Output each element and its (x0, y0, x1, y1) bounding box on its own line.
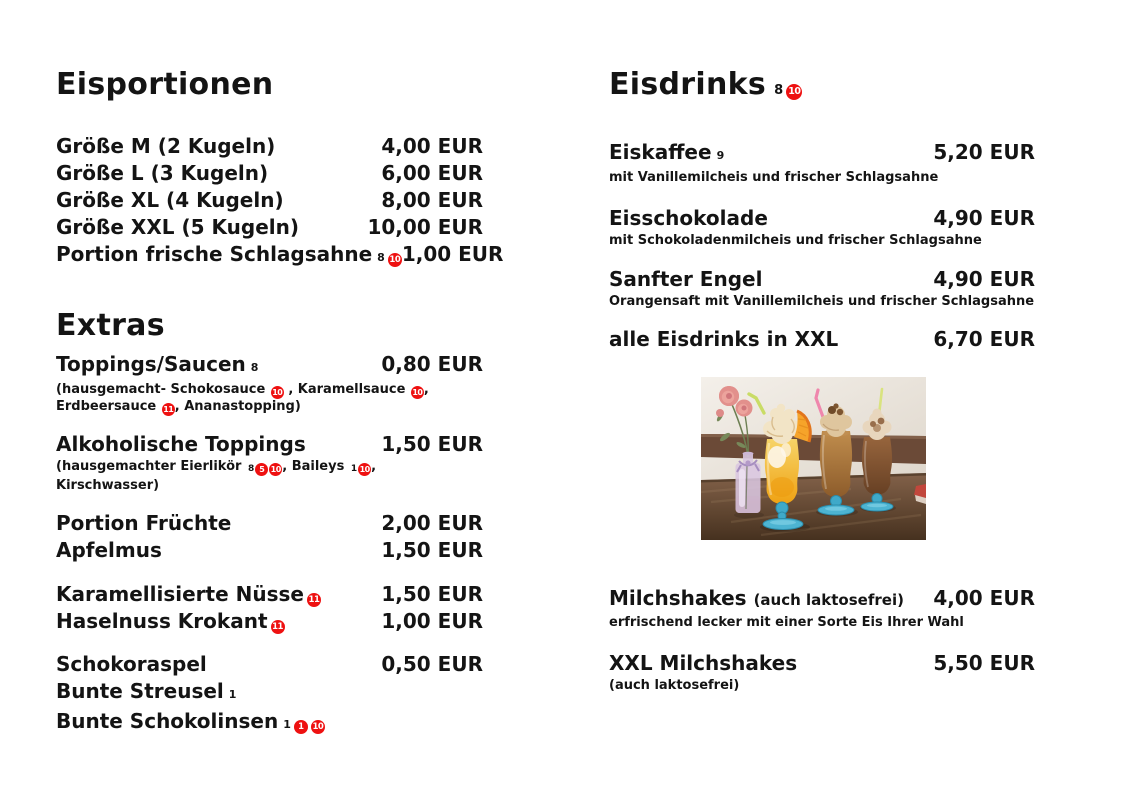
allergen-chip: 10 (270, 465, 281, 474)
item-price: 4,90 EUR (933, 267, 1035, 291)
item-name: Größe L (3 Kugeln) (56, 161, 269, 185)
item-name: Portion frische Schlagsahne 8 10 (56, 242, 401, 266)
item-name: Eisschokolade (609, 206, 768, 230)
item-price: 4,90 EUR (933, 206, 1035, 230)
item-price: 10,00 EUR (367, 215, 483, 239)
item-price: 1,50 EUR (381, 432, 483, 456)
item-name: Toppings/Saucen 8 (56, 352, 259, 376)
item-name: Bunte Streusel 1 (56, 679, 237, 703)
menu-item-row (56, 214, 483, 241)
allergen-chip: 1 (294, 720, 308, 734)
item-name: XXL Milchshakes (609, 651, 798, 675)
menu-item-row (56, 651, 483, 678)
item-name: Schokoraspel (56, 652, 207, 676)
item-name: Haselnuss Krokant 11 (56, 609, 283, 633)
section-title-eisportionen (56, 67, 483, 102)
menu-item-row (56, 431, 483, 458)
item-name: Größe XXL (5 Kugeln) (56, 215, 299, 239)
item-price: 0,80 EUR (381, 352, 483, 376)
item-price: 2,00 EUR (381, 511, 483, 535)
footnote-number: 1 (350, 464, 358, 474)
footnote-number: 9 (716, 149, 725, 162)
item-desc: erfrischend lecker mit einer Sorte Eis Ihrer Wahl (609, 615, 964, 630)
item-name: Milchshakes (auch laktosefrei) (609, 586, 904, 610)
item-price: 4,00 EUR (381, 134, 483, 158)
left-column (56, 67, 504, 738)
item-desc: (hausgemacht- Schokosauce 10 , Karamellsauce 10, Erdbeersauce 11, Ananastopping) (56, 382, 429, 414)
menu-item-row (609, 205, 1035, 232)
item-price: 8,00 EUR (381, 188, 483, 212)
menu-item-row (609, 266, 1035, 293)
item-name: Größe M (2 Kugeln) (56, 134, 276, 158)
allergen-chip: 10 (412, 388, 423, 397)
item-name: Eiskaffee 9 (609, 140, 725, 164)
item-price: 1,50 EUR (381, 538, 483, 562)
menu-item-row (609, 139, 1035, 169)
allergen-chip: 10 (359, 465, 370, 474)
footnote-number: 8 (247, 464, 255, 474)
section-title-text: Eisdrinks (609, 67, 767, 102)
item-name: Apfelmus (56, 538, 162, 562)
item-price: 4,00 EUR (933, 586, 1035, 610)
menu-item-row (56, 510, 483, 537)
menu-item-row (609, 585, 1035, 614)
menu-item-row (56, 708, 483, 738)
allergen-chip: 11 (308, 595, 320, 605)
allergen-chip: 10 (272, 388, 283, 397)
menu-item-row (609, 326, 1035, 353)
menu-item-row (56, 581, 483, 608)
item-name: Größe XL (4 Kugeln) (56, 188, 284, 212)
section-title-text: Eisportionen (56, 67, 274, 102)
footnote-number: 8 (250, 361, 259, 374)
section-title-eisdrinks (609, 67, 1035, 106)
item-name: Alkoholische Toppings (56, 432, 306, 456)
item-desc: (hausgemachter Eierlikör 8 5 10, Baileys 1 10, Kirschwasser) (56, 459, 377, 493)
allergen-chip: 5 (255, 463, 268, 476)
footnote-number: 1 (283, 718, 291, 731)
item-desc: (auch laktosefrei) (609, 678, 740, 693)
section-title-extras (56, 308, 483, 343)
menu-item-row (56, 678, 483, 708)
item-name: Karamellisierte Nüsse 11 (56, 582, 320, 606)
allergen-chip: 11 (163, 405, 174, 414)
allergen-chip: 10 (389, 255, 401, 265)
item-price: 5,50 EUR (933, 651, 1035, 675)
menu-item-row (56, 608, 483, 635)
right-column (609, 67, 1035, 694)
item-desc: mit Schokoladenmilcheis und frischer Schlagsahne (609, 233, 982, 248)
item-price: 1,00 EUR (401, 242, 504, 266)
item-note: (auch laktosefrei) (753, 591, 904, 609)
menu-item-row (56, 160, 483, 187)
eisdrinks-photo (701, 377, 926, 540)
menu-item-row (56, 537, 483, 564)
menu-item-row (609, 650, 1035, 677)
item-desc: Orangensaft mit Vanillemilcheis und frischer Schlagsahne (609, 294, 1035, 309)
item-name: Sanfter Engel (609, 267, 763, 291)
menu-item-row (56, 241, 504, 271)
item-price: 6,00 EUR (381, 161, 483, 185)
item-price: 6,70 EUR (933, 327, 1035, 351)
item-name: alle Eisdrinks in XXL (609, 327, 839, 351)
item-desc: mit Vanillemilcheis und frischer Schlagsahne (609, 170, 939, 185)
allergen-chip: 10 (786, 84, 802, 100)
menu-item-row (56, 133, 483, 160)
menu-item-row (56, 351, 483, 381)
allergen-chip: 11 (272, 622, 283, 632)
footnote-number: 8 (774, 83, 784, 98)
item-name: Portion Früchte (56, 511, 232, 535)
item-price: 0,50 EUR (381, 652, 483, 676)
menu-item-row (56, 187, 483, 214)
eisportionen-items (56, 133, 504, 271)
item-price: 1,50 EUR (381, 582, 483, 606)
item-price: 5,20 EUR (933, 140, 1035, 164)
footnote-number: 1 (228, 688, 237, 701)
allergen-chip: 10 (312, 722, 324, 732)
footnote-number: 8 (377, 251, 385, 264)
section-title-text: Extras (56, 308, 165, 343)
item-price: 1,00 EUR (381, 609, 483, 633)
item-name: Bunte Schokolinsen 1 1 10 (56, 709, 324, 733)
